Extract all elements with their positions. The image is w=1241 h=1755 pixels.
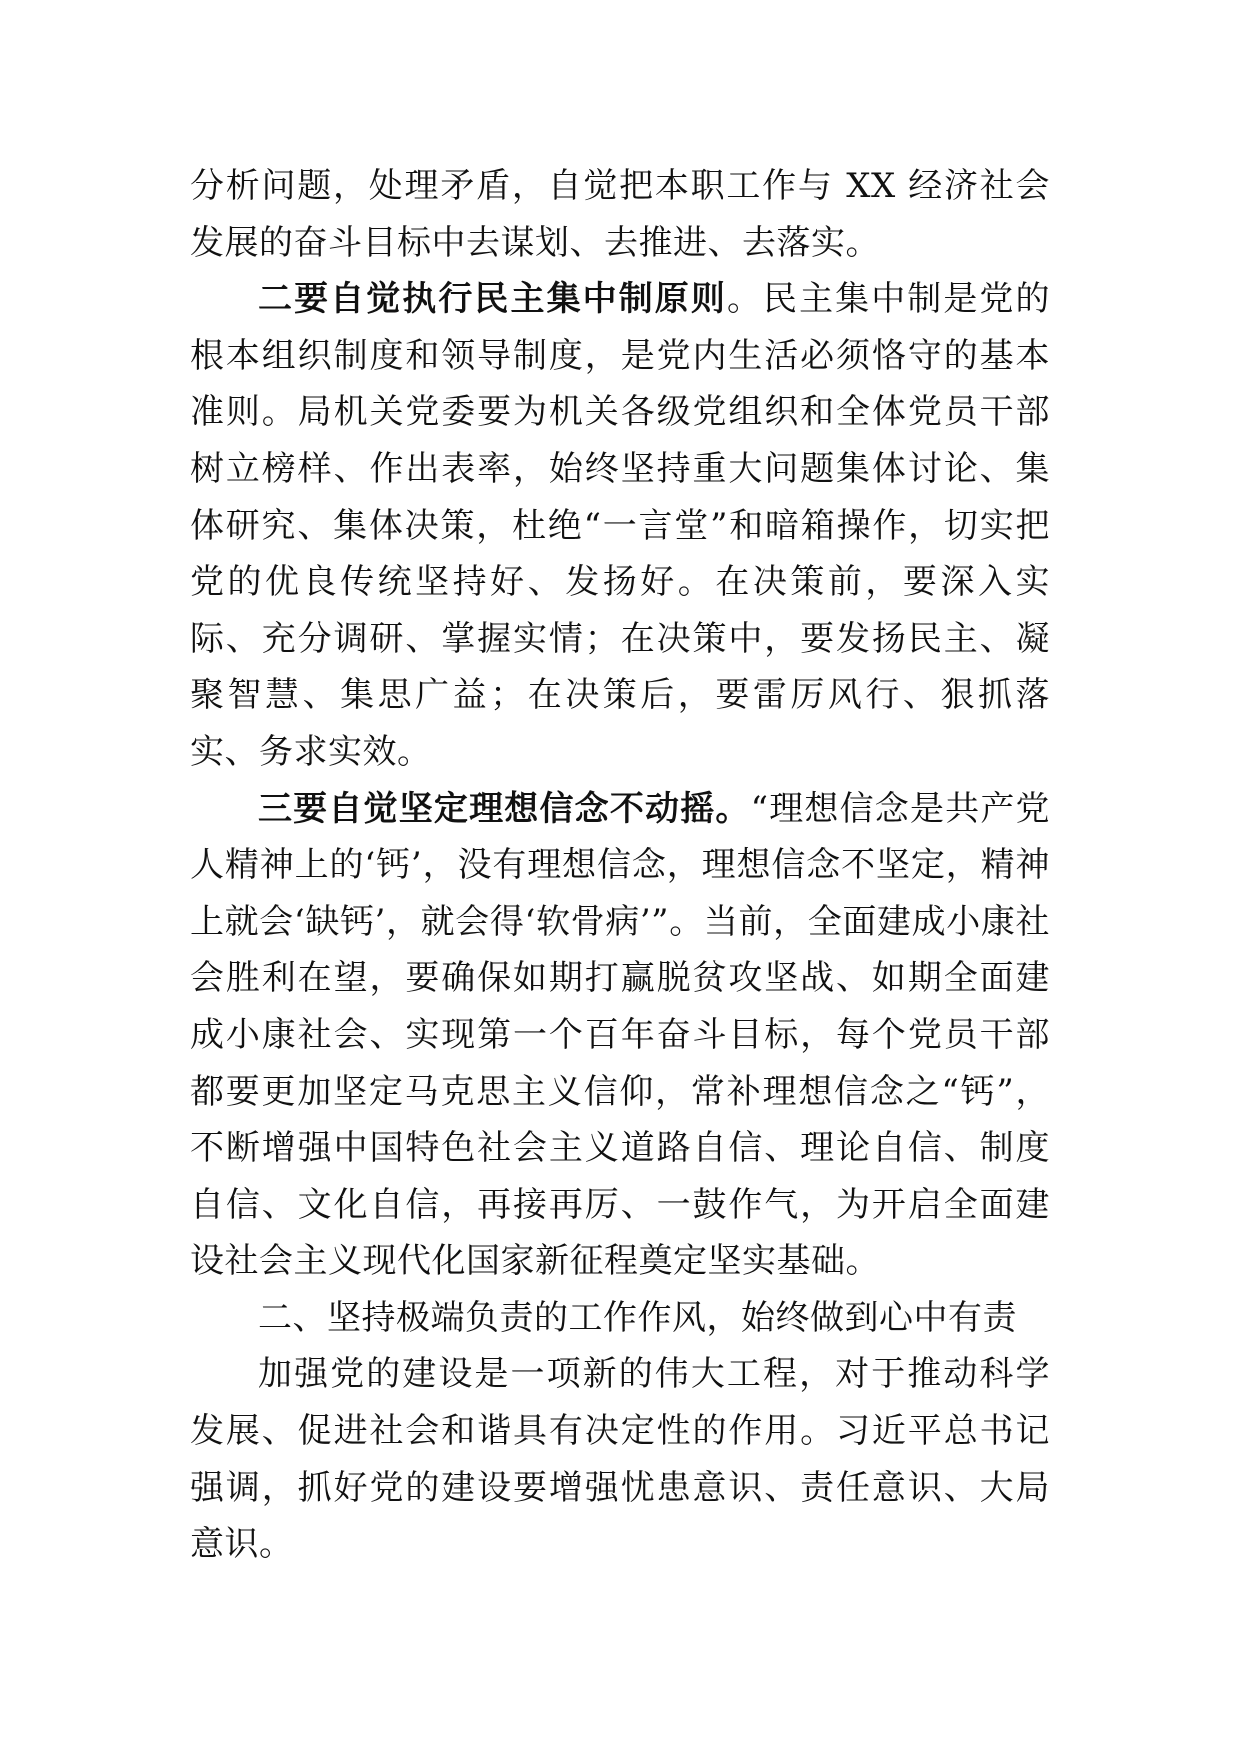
paragraph-lead-bold: 二要自觉执行民主集中制原则 xyxy=(258,279,727,320)
paragraph-democratic-centralism xyxy=(190,271,1050,780)
paragraph-continuation: 分析问题，处理矛盾，自觉把本职工作与 XX 经济社会发展的奋斗目标中去谋划、去推进、去落实。 xyxy=(190,166,1050,263)
paragraph-body-text: 。民主集中制是党的根本组织制度和领导制度，是党内生活必须恪守的基本准则。局机关党委要为机关各级党组织和全体党员干部树立榜样、作出表率，始终坚持重大问题集体讨论、集体研究、集体决策，杜绝“一言堂”和暗箱操作，切实把党的优良传统坚持好、发扬好。在决策前，要深入实际、充分调研、掌握实情；在决策中，要发扬民主、凝聚智慧、集思广益；在决策后，要雷厉风行、狠抓落实、务求实效。 xyxy=(190,279,1051,772)
paragraph-party-building: 加强党的建设是一项新的伟大工程，对于推动科学发展、促进社会和谐具有决定性的作用。习近平总书记强调，抓好党的建设要增强忧患意识、责任意识、大局意识。 xyxy=(190,1354,1050,1565)
document-body xyxy=(190,158,1050,1573)
paragraph-ideals-beliefs xyxy=(190,781,1050,1290)
paragraph-lead-bold: 三要自觉坚定理想信念不动摇。 xyxy=(258,788,751,829)
paragraph-body-text: “理想信念是共产党人精神上的‘钙’，没有理想信念，理想信念不坚定，精神上就会‘缺钙’，就会得‘软骨病’”。当前，全面建成小康社会胜利在望，要确保如期打赢脱贫攻坚战、如期全面建成小康社会、实现第一个百年奋斗目标，每个党员干部都要更加坚定马克思主义信仰，常补理想信念之“钙”，不断增强中国特色社会主义道路自信、理论自信、制度自信、文化自信，再接再厉、一鼓作气，为开启全面建设社会主义现代化国家新征程奠定坚实基础。 xyxy=(190,788,1051,1282)
section-heading: 二、坚持极端负责的工作作风，始终做到心中有责 xyxy=(258,1297,1017,1338)
